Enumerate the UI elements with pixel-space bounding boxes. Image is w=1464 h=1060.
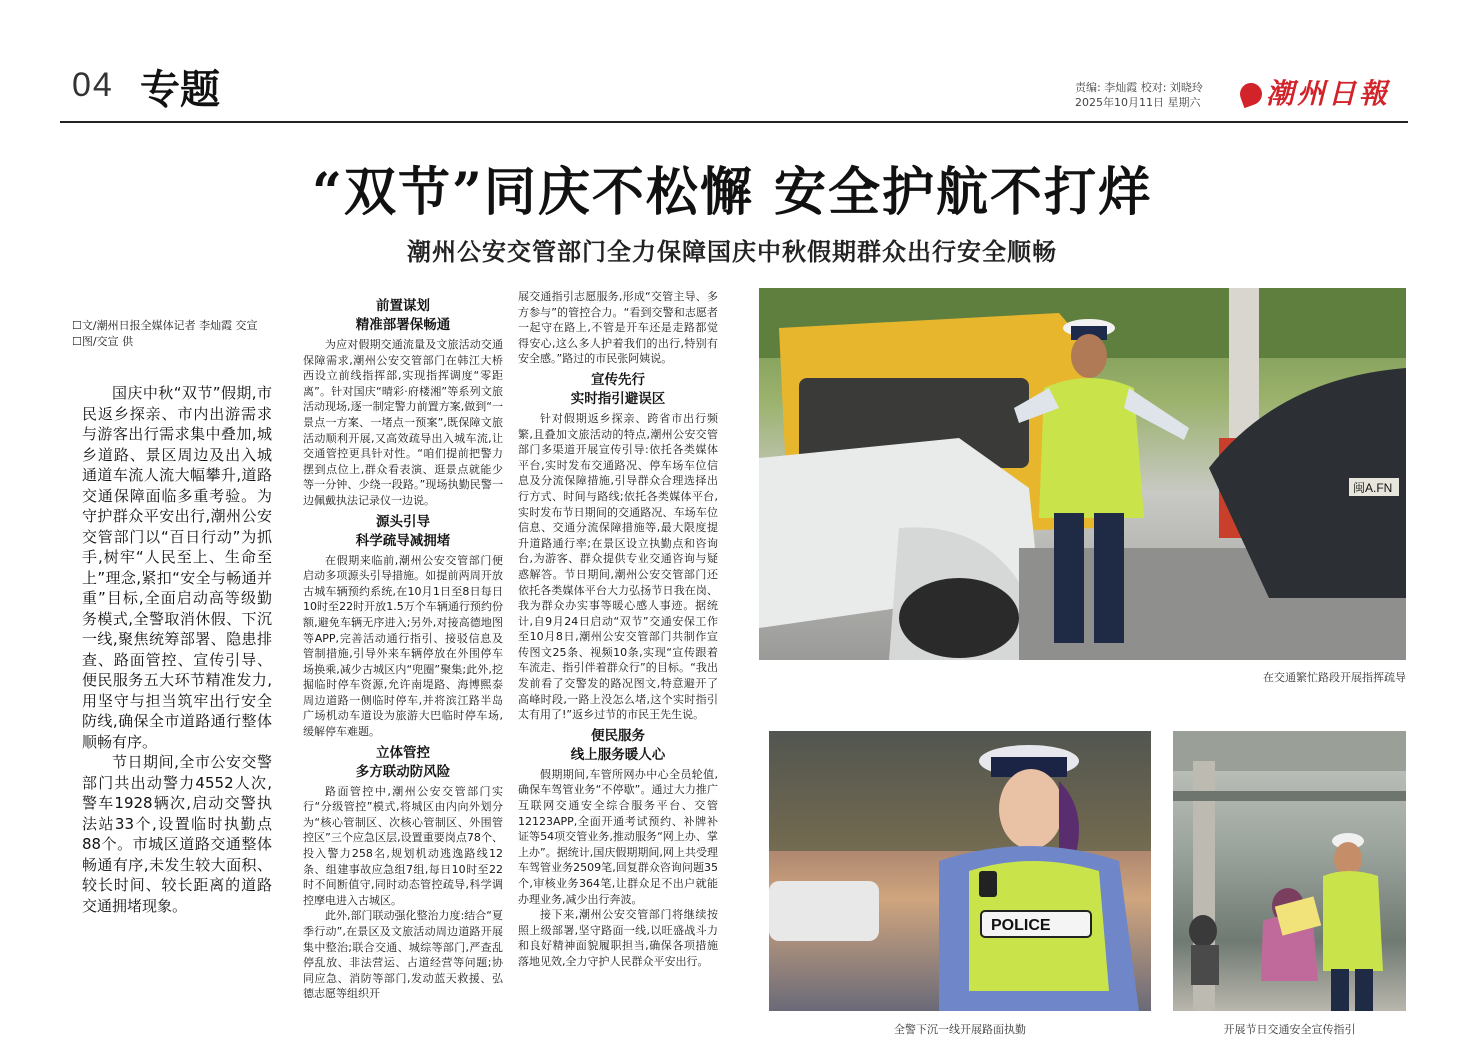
section-heading-line2: 多方联动防风险 <box>355 763 451 780</box>
headline: “双节”同庆不松懈 安全护航不打烊 <box>312 162 1152 223</box>
section-heading-line2: 科学疏导减拥堵 <box>355 532 451 549</box>
section-heading-line1: 宣传先行 <box>591 371 645 388</box>
photo-caption: 开展节日交通安全宣传指引 <box>1223 1023 1356 1036</box>
license-plate: 闽A.FN <box>1353 481 1393 495</box>
editor-line: 责编: 李灿霞 校对: 刘晓玲 <box>1075 81 1203 94</box>
section-heading-line1: 便民服务 <box>591 727 645 744</box>
section-heading-line1: 立体管控 <box>376 744 430 761</box>
byline-text: ☐文/潮州日报全媒体记者 李灿霞 交宣 <box>72 319 258 332</box>
section-heading-line1: 源头引导 <box>376 513 430 530</box>
editor-meta <box>1075 80 1235 110</box>
section-heading <box>303 744 503 782</box>
body-paragraph: 假期期间,车管所网办中心全员轮值,确保车驾管业务“不停歇”。通过大力推广互联网交通安全综合服务平台、交管12123APP,全面开通考试预约、补牌补证等54项交管业务,推动服务“网上办、掌上办”。据统计,国庆假期期间,网上共受理车驾管业务2509笔,回复群众咨询问题35个,审核业务364笔,让群众足不出户就能办理业务,减少出行奔波。 <box>518 767 718 906</box>
lead-paragraph: 节日期间,全市公安交警部门共出动警力4552人次,警车1928辆次,启动交警执法站33个,设置临时执勤点88个。市城区道路交通整体畅通有序,未发生较大面积、较长时间、较长距离的道路交通拥堵现象。 <box>82 753 272 915</box>
section-heading-line2: 实时指引避误区 <box>570 390 666 407</box>
body-paragraph: 此外,部门联动强化整治力度:结合“夏季行动”,在景区及文旅活动周边道路开展集中整治;联合交通、城综等部门,严查乱停乱放、非法营运、占道经营等问题;协同应急、消防等部门,发动蓝天救援、弘德志愿等组织开 <box>303 909 503 1001</box>
byline <box>72 318 292 350</box>
section-heading <box>303 297 503 335</box>
section-heading <box>303 513 503 551</box>
section-heading <box>518 371 718 409</box>
masthead-logo <box>1240 72 1390 112</box>
lead-column <box>82 383 272 916</box>
photo-policewoman <box>769 731 1151 1011</box>
body-column-2 <box>303 293 503 1002</box>
photo-policewoman-illustration <box>769 731 1151 1011</box>
body-paragraph: 展交通指引志愿服务,形成“交管主导、多方参与”的管控合力。“看到交警和志愿者一起守在路上,不管是开车还是走路都觉得安心,这么多人护着我们的出行,特别有安全感。”路过的市民张阿姨说。 <box>518 290 718 366</box>
header-rule <box>60 121 1408 123</box>
vest-text: POLICE <box>991 917 1051 934</box>
photo-traffic-direction-illustration <box>759 288 1406 660</box>
lead-paragraph: 国庆中秋“双节”假期,市民返乡探亲、市内出游需求与游客出行需求集中叠加,城乡道路、景区周边及出入城通道车流人流大幅攀升,道路交通保障面临多重考验。为守护群众平安出行,潮州公安交管部门以“百日行动”为抓手,树牢“人民至上、生命至上”理念,紧扣“安全与畅通并重”目标,全面启动高等级勤务模式,全警取消休假、下沉一线,聚焦统筹部署、隐患排查、路面管控、宣传引导、便民服务五大环节精准发力,用坚守与担当筑牢出行安全防线,确保全市道路通行整体顺畅有序。 <box>82 384 272 751</box>
photo-safety-publicity <box>1173 731 1406 1011</box>
subheadline: 潮州公安交管部门全力保障国庆中秋假期群众出行安全顺畅 <box>407 237 1057 266</box>
section-heading-line2: 精准部署保畅通 <box>355 317 451 333</box>
masthead-text: 潮州日報 <box>1266 77 1391 110</box>
section-heading <box>518 727 718 765</box>
body-column-3 <box>518 289 718 970</box>
section-title: 专题 <box>140 66 220 113</box>
body-paragraph: 接下来,潮州公安交管部门将继续按照上级部署,坚守路面一线,以旺盛战斗力和良好精神面貌履职担当,确保各项措施落地见效,全力守护人民群众平安出行。 <box>518 908 718 968</box>
photo-caption: 在交通繁忙路段开展指挥疏导 <box>1263 671 1406 684</box>
photo-safety-publicity-illustration <box>1173 731 1406 1011</box>
byline-photo: ☐图/交宣 供 <box>72 335 134 348</box>
photo-traffic-direction <box>759 288 1406 660</box>
photo-caption: 全警下沉一线开展路面执勤 <box>894 1023 1026 1036</box>
date-line: 2025年10月11日 星期六 <box>1075 96 1201 109</box>
body-paragraph: 在假期来临前,潮州公安交管部门便启动多项源头引导措施。如提前两周开放古城车辆预约系统,在10月1日至8日每日10时至22时开放1.5万个车辆通行预约份额,避免车辆无序进入;另外,对接高德地图等APP,完善活动通行指引、接驳信息及管制措施,引导外来车辆停放在外围停车场换乘,减少古城区内“兜圈”聚集;此外,挖掘临时停车资源,允许南堤路、海博熙泰周边道路一侧临时停车,并将滨江路半岛广场机动车道设为旅游大巴临时停车场,缓解停车难题。 <box>303 553 503 739</box>
body-paragraph: 为应对假期交通流量及文旅活动交通保障需求,潮州公安交管部门在韩江大桥西设立前线指挥部,实现指挥调度“零距离”。针对国庆“晴彩·府楼湘”等系列文旅活动现场,逐一制定警力前置方案,做到“一景点一方案、一堵点一预案”,既保障文旅活动顺利开展,又高效疏导出入城车流,让交通管控更具针对性。“咱们提前把警力摆到点位上,群众看表演、逛景点就能少等一分钟、少绕一段路。”现场执勤民警一边佩戴执法记录仪一边说。 <box>303 338 503 507</box>
page-number: 04 <box>72 66 114 104</box>
body-paragraph: 针对假期返乡探亲、跨省市出行频繁,且叠加文旅活动的特点,潮州公安交管部门多渠道开展宣传引导:依托各类媒体平台,实时发布交通路况、停车场车位信息及分流保障措施,引导群众合理选择出行方式、时间与路线;依托各类媒体平台,实时发布节日期间的交通路况、车场车位信息、交通分流保障措施等,最大限度提升道路通行率;在景区设立执勤点和咨询台,为游客、群众提供专业交通咨询与疑惑解答。节日期间,潮州公安交管部门还依托各类媒体平台大力弘扬节日我在岗、我为群众办实事等暖心感人事迹。据统计,自9月24日启动“双节”交通安保工作至10月8日,潮州公安交管部门共制作宣传图文25条、视频10条,实现“宣传跟着车流走、指引伴着群众行”的目标。“我出发前看了交警发的路况图文,特意避开了高峰时段,一路上没怎么堵,这个实时指引太有用了!”返乡过节的市民王先生说。 <box>518 411 718 722</box>
masthead-swirl-icon <box>1237 80 1265 108</box>
section-heading-line2: 线上服务暖人心 <box>570 746 666 763</box>
section-heading-line1: 前置谋划 <box>376 298 430 314</box>
body-paragraph: 路面管控中,潮州公安交管部门实行“分级管控”模式,将城区由内向外划分为“核心管制区、次核心管制区、外围管控区”三个应急区层,设置重要岗点78个、投入警力258名,规划机动逃逸路线12条、组建事故应急组7组,每日10时至22时不间断值守,同时动态管控疏导,科学调控摩电进入古城区。 <box>303 784 503 907</box>
